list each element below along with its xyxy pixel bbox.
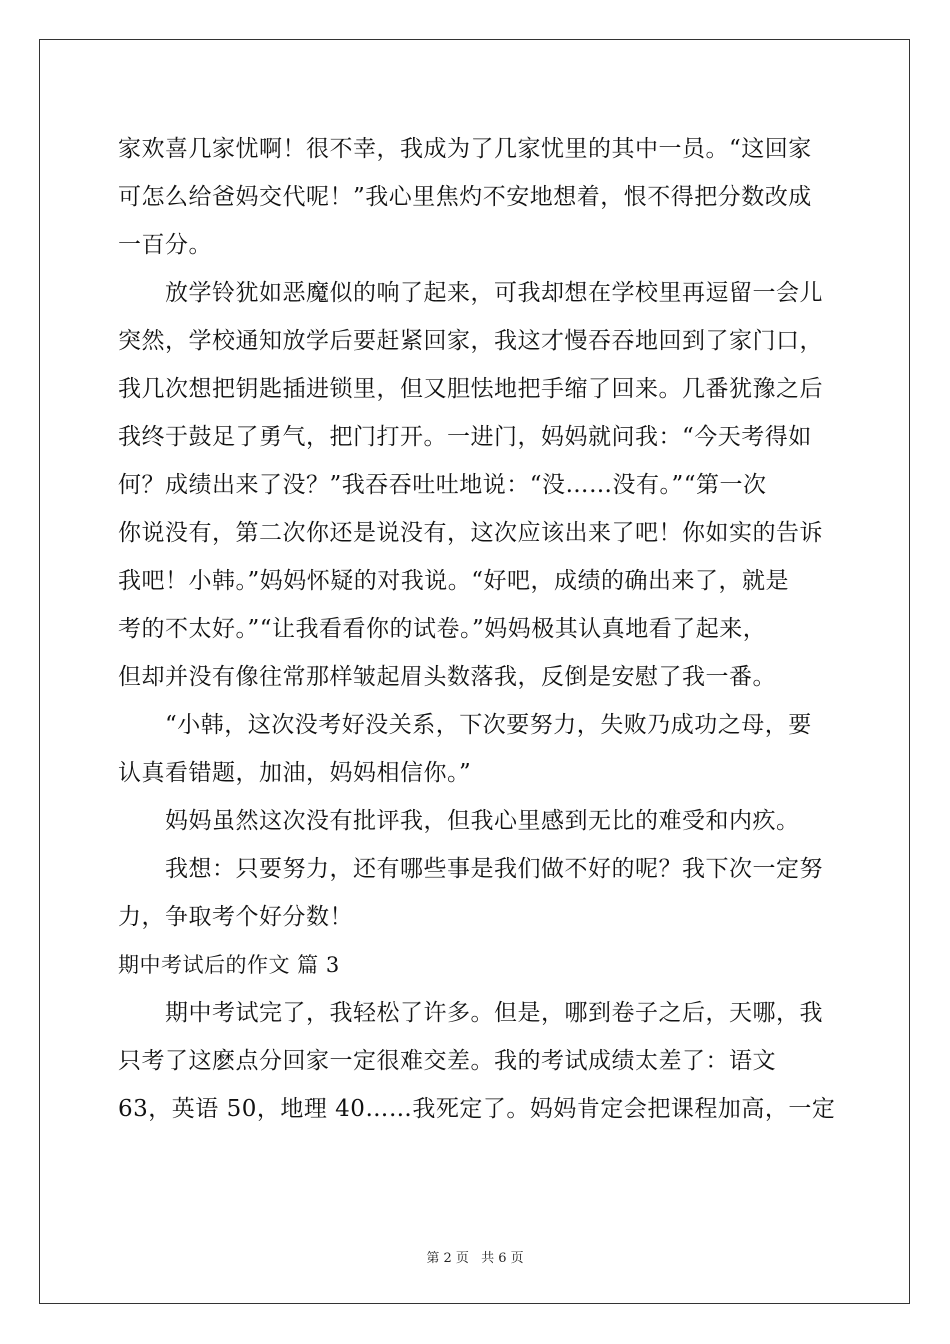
text-line: 力，争取考个好分数！	[118, 904, 353, 930]
text-line: 63，英语 50，地理 40……我死定了。妈妈肯定会把课程加高，一定	[118, 1096, 836, 1122]
text-line: 一百分。	[118, 232, 212, 258]
text-line: 考的不太好。”“让我看看你的试卷。”妈妈极其认真地看了起来，	[118, 616, 767, 642]
text-line: 放学铃犹如恶魔似的响了起来，可我却想在学校里再逗留一会儿	[118, 280, 823, 306]
text-line: 只考了这麽点分回家一定很难交差。我的考试成绩太差了：语文	[118, 1048, 776, 1074]
text-line: 你说没有，第二次你还是说没有，这次应该出来了吧！你如实的告诉	[118, 520, 823, 546]
text-line: 可怎么给爸妈交代呢！”我心里焦灼不安地想着，恨不得把分数改成	[118, 184, 812, 210]
page-number: 第 2 页	[426, 1251, 469, 1266]
text-line: 妈妈虽然这次没有批评我，但我心里感到无比的难受和内疚。	[118, 808, 800, 834]
page-total: 共 6 页	[481, 1251, 524, 1266]
text-line: 但却并没有像往常那样皱起眉头数落我，反倒是安慰了我一番。	[118, 664, 776, 690]
text-line: 期中考试完了，我轻松了许多。但是，哪到卷子之后，天哪，我	[118, 1000, 823, 1026]
text-line: 我终于鼓足了勇气，把门打开。一进门，妈妈就问我：“今天考得如	[118, 424, 812, 450]
document-body	[118, 125, 834, 1133]
text-line: 家欢喜几家忧啊！很不幸，我成为了几家忧里的其中一员。“这回家	[118, 136, 812, 162]
text-line: 认真看错题，加油，妈妈相信你。”	[118, 760, 472, 786]
text-line: “小韩，这次没考好没关系，下次要努力，失败乃成功之母，要	[118, 712, 812, 738]
text-line: 何？成绩出来了没？”我吞吞吐吐地说：“没……没有。”“第一次	[118, 472, 767, 498]
page-footer	[0, 1247, 950, 1266]
section-heading: 期中考试后的作文 篇 3	[118, 953, 340, 977]
text-line: 我想：只要努力，还有哪些事是我们做不好的呢？我下次一定努	[118, 856, 823, 882]
text-line: 我吧！小韩。”妈妈怀疑的对我说。“好吧，成绩的确出来了，就是	[118, 568, 790, 594]
text-line: 我几次想把钥匙插进锁里，但又胆怯地把手缩了回来。几番犹豫之后	[118, 376, 823, 402]
text-line: 突然，学校通知放学后要赶紧回家，我这才慢吞吞地回到了家门口，	[118, 328, 823, 354]
